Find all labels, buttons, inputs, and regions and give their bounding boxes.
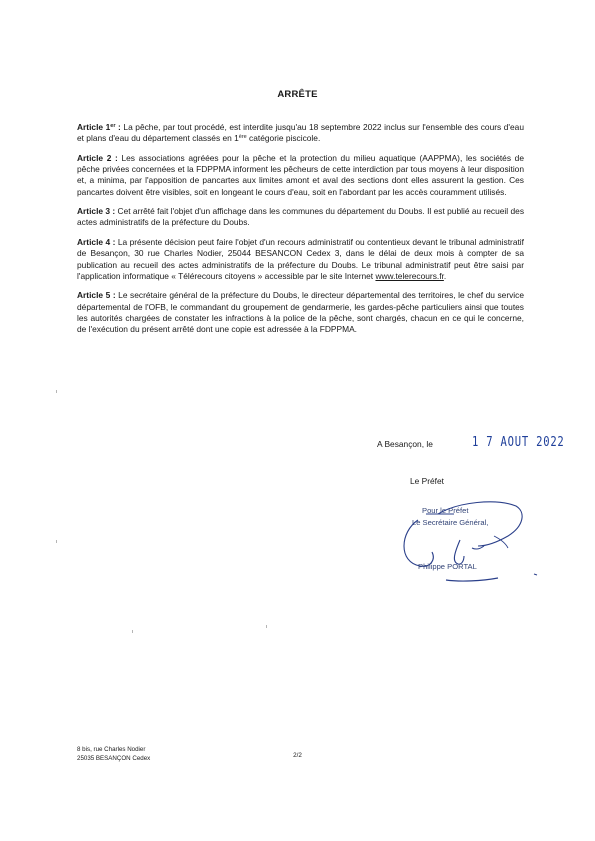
article-5 xyxy=(77,290,524,335)
scan-mark xyxy=(56,540,57,543)
address-line-2: 25035 BESANÇON Cedex xyxy=(77,755,151,762)
article-4-text: La présente décision peut faire l'objet d'un recours administratif ou contentieux devant le tribunal administratif de Besançon, 30 rue Charles Nodier, 25044 BESANCON Cedex 3, dans le délai de deux mois à compter de sa publication au recueil des actes administratifs de la préfecture du Doubs. Le tribunal administratif peut être saisi par l'application informatique « Télérecours citoyens » accessible par le site Internet xyxy=(77,236,524,281)
article-2-label: Article 2 : xyxy=(77,152,118,163)
scan-mark xyxy=(56,390,57,393)
article-4: Article 4 : La présente décision peut faire l'objet d'un recours administratif ou contentieux devant le tribunal administratif de Besançon, 30 rue Charles Nodier, 25044 BESANCON Cedex 3, dans le délai de deux mois à compter de sa publication au recueil des actes administratifs de la préfecture du Doubs. Le tribunal administratif peut être saisi par l'application informatique « Télérecours citoyens » accessible par le site Internet www.telerecours.fr. xyxy=(77,236,524,281)
article-1-label: Article 1er : xyxy=(77,122,121,132)
scan-mark xyxy=(132,630,133,633)
article-5-text: Le secrétaire général de la préfecture du Doubs, le directeur départemental des territoires, le chef du service départemental de l'OFB, le commandant du groupement de gendarmerie, les gardes-pêche particuliers ainsi que toutes les autorités chargées de constater les infractions à la police de la pêche, sont chargés, chacun en ce qui le concerne, de l'exécution du présent arrêté dont une copie est adressée à la FDPPMA. xyxy=(77,290,524,335)
article-2-text: Les associations agréées pour la pêche et la protection du milieu aquatique (AAPPMA), les sociétés de pêche privées concernées et la FDPPMA informent les pêcheurs de cette interdiction par tous moyens à leur disposition et, a minima, par l'apposition de pancartes aux limites amont et aval des sections dont elles assurent la gestion. Ces pancartes doivent être visibles, soit en longeant le cours d'eau, soit en l'abordant par les accès couramment utilisés. xyxy=(77,152,524,197)
date-stamp: 1 7 AOUT 2022 xyxy=(472,434,565,450)
document-title: ARRÊTE xyxy=(277,89,318,100)
article-5-label: Article 5 : xyxy=(77,290,116,301)
article-4-label: Article 4 : xyxy=(77,236,116,247)
signature-block xyxy=(398,500,538,595)
delegation-line-2: Le Secrétaire Général, xyxy=(412,518,489,527)
signature-place: A Besançon, le xyxy=(377,439,433,449)
articles-section xyxy=(77,122,524,344)
article-3-label: Article 3 : xyxy=(77,206,116,217)
signatory-name: Philippe PORTAL xyxy=(418,562,477,571)
scan-mark xyxy=(266,625,267,628)
article-1: Article 1er : La pêche, par tout procédé, est interdite jusqu'au 18 septembre 2022 inclus sur l'ensemble des cours d'eau et plans d'eau du département classés en 1ère catégorie piscicole. xyxy=(77,122,524,144)
handwritten-signature-icon xyxy=(398,500,538,595)
telerecours-link[interactable]: www.telerecours.fr xyxy=(375,270,444,281)
article-3-text: Cet arrêté fait l'objet d'un affichage dans les communes du département du Doubs. Il est publié au recueil des actes administratifs de la préfecture du Doubs. xyxy=(77,206,525,228)
delegation-line-1: Pour le Préfet xyxy=(422,506,469,515)
signatory-role: Le Préfet xyxy=(410,476,444,486)
page-number: 2/2 xyxy=(293,752,302,759)
article-3 xyxy=(77,206,524,229)
article-1-text: La pêche, par tout procédé, est interdite jusqu'au 18 septembre 2022 inclus sur l'ensemble des cours d'eau et plans d'eau du département classés en 1 xyxy=(77,122,524,144)
address-line-1: 8 bis, rue Charles Nodier xyxy=(77,746,146,753)
article-2 xyxy=(77,153,524,198)
